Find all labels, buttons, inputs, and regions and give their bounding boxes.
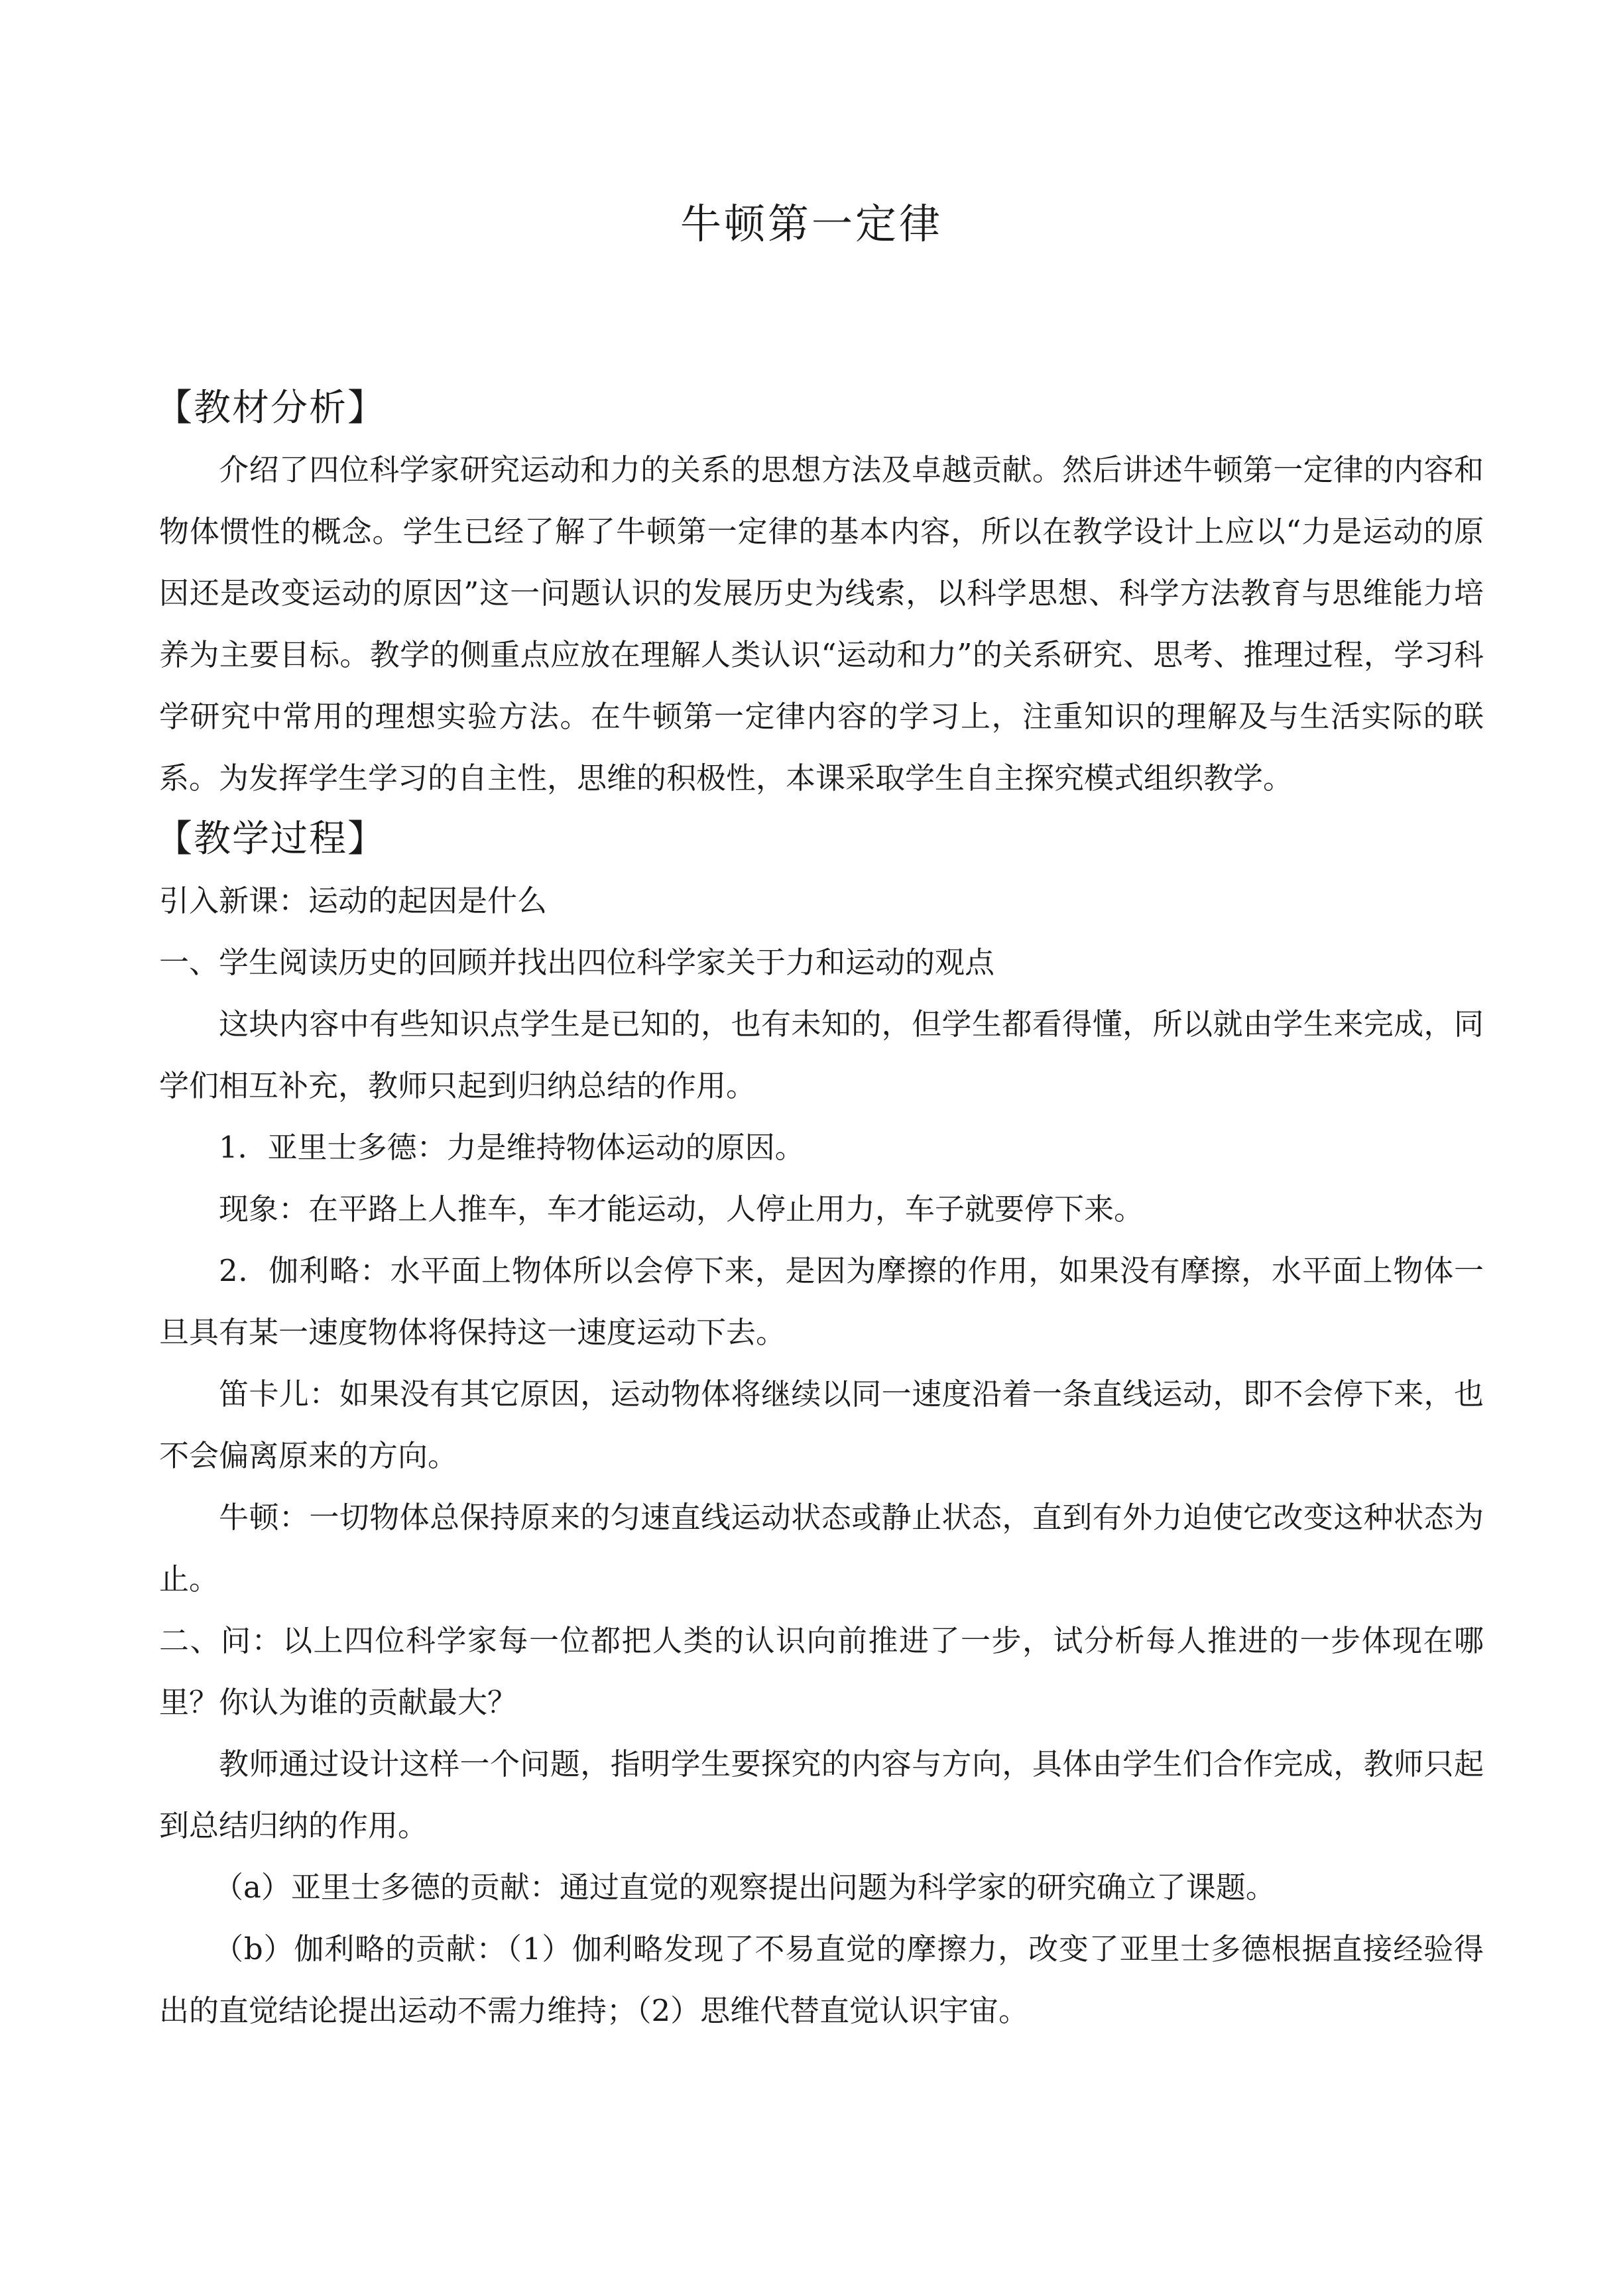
part1-title: 一、学生阅读历史的回顾并找出四位科学家关于力和运动的观点 xyxy=(159,945,995,980)
part1-paragraph: 这块内容中有些知识点学生是已知的，也有未知的，但学生都看得懂，所以就由学生来完成，同学们相互补充，教师只起到归纳总结的作用。 xyxy=(159,1006,1484,1103)
contribution-aristotle: （a）亚里士多德的贡献：通过直觉的观察提出问题为科学家的研究确立了课题。 xyxy=(213,1870,1276,1905)
item-descartes: 笛卡儿：如果没有其它原因，运动物体将继续以同一速度沿着一条直线运动，即不会停下来，也不会偏离原来的方向。 xyxy=(159,1376,1484,1473)
section-heading-teaching-process: 【教学过程】 xyxy=(155,817,386,861)
part2-paragraph: 教师通过设计这样一个问题，指明学生要探究的内容与方向，具体由学生们合作完成，教师只起到总结归纳的作用。 xyxy=(159,1746,1484,1843)
contribution-galileo: （b）伽利略的贡献：（1）伽利略发现了不易直觉的摩擦力，改变了亚里士多德根据直接经验得出的直觉结论提出运动不需力维持；（2）思维代替直觉认识宇宙。 xyxy=(159,1931,1484,2028)
document-body xyxy=(155,378,1484,2041)
item-aristotle-phenomenon: 现象：在平路上人推车，车才能运动，人停止用力，车子就要停下来。 xyxy=(219,1191,1144,1227)
textbook-analysis-paragraph: 介绍了四位科学家研究运动和力的关系的思想方法及卓越贡献。然后讲述牛顿第一定律的内容和物体惯性的概念。学生已经了解了牛顿第一定律的基本内容，所以在教学设计上应以“力是运动的原因还是改变运动的原因”这一问题认识的发展历史为线索，以科学思想、科学方法教育与思维能力培养为主要目标。教学的侧重点应放在理解人类认识“运动和力”的关系研究、思考、推理过程，学习科学研究中常用的理想实验方法。在牛顿第一定律内容的学习上，注重知识的理解及与生活实际的联系。为发挥学生学习的自主性，思维的积极性，本课采取学生自主探究模式组织教学。 xyxy=(159,452,1484,796)
item-galileo: 2．伽利略：水平面上物体所以会停下来，是因为摩擦的作用，如果没有摩擦，水平面上物体一旦具有某一速度物体将保持这一速度运动下去。 xyxy=(159,1253,1484,1350)
part2-title: 二、问：以上四位科学家每一位都把人类的认识向前推进了一步，试分析每人推进的一步体现在哪里？你认为谁的贡献最大？ xyxy=(159,1623,1484,1720)
document-title: 牛顿第一定律 xyxy=(680,200,943,248)
item-aristotle: 1．亚里士多德：力是维持物体运动的原因。 xyxy=(219,1130,805,1165)
intro-line: 引入新课：运动的起因是什么 xyxy=(159,883,548,918)
item-newton: 牛顿：一切物体总保持原来的匀速直线运动状态或静止状态，直到有外力迫使它改变这种状态为止。 xyxy=(159,1500,1484,1597)
section-heading-textbook-analysis: 【教材分析】 xyxy=(155,387,386,430)
